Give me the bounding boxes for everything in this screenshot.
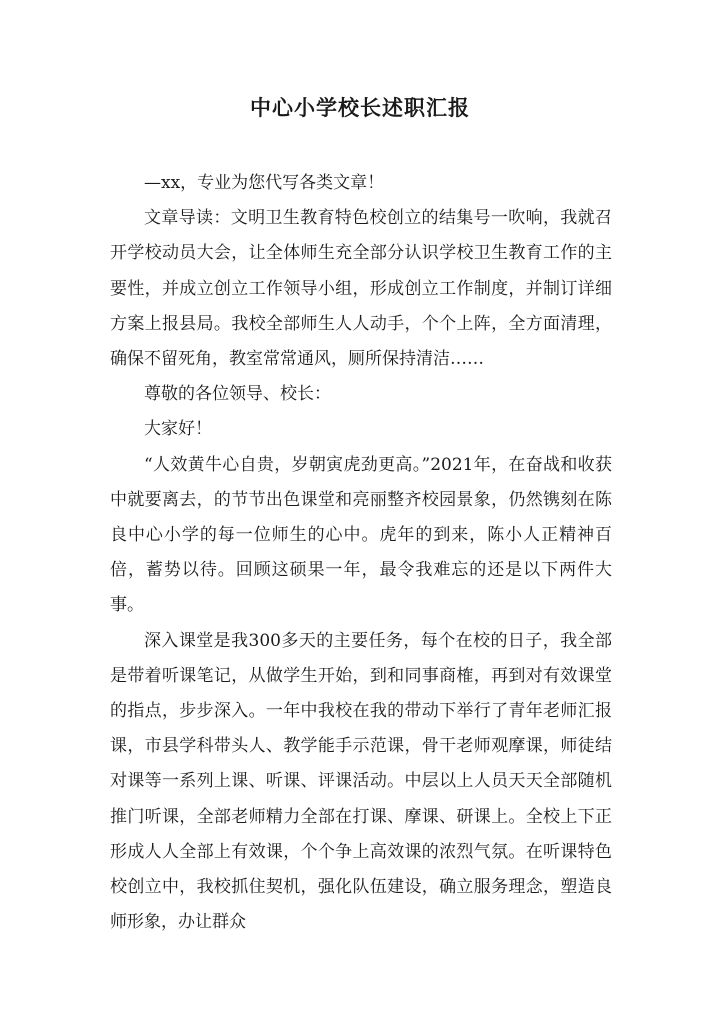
document-body <box>110 166 612 940</box>
body-paragraph: “人效黄牛心自贵，岁朝寅虎劲更高。”2021年，在奋战和收获中就要离去，的节节出色课堂和亮丽整齐校园景象，仍然镌刻在陈良中心小学的每一位师生的心中。虎年的到来，陈小人正精神百倍，蓄势以待。回顾这硕果一年，最令我难忘的还是以下两件大事。 <box>110 454 612 616</box>
byline-paragraph: —xx，专业为您代写各类文章！ <box>144 173 385 193</box>
greeting-paragraph: 大家好！ <box>144 419 212 440</box>
body-paragraph: 深入课堂是我300多天的主要任务，每个在校的日子，我全部是带着听课笔记，从做学生开始，到和同事商榷，再到对有效课堂的指点，步步深入。一年中我校在我的带动下举行了青年老师汇报课，市县学科带头人、教学能手示范课，骨干老师观摩课，师徒结对课等一系列上课、听课、评课活动。中层以上人员天天全部随机推门听课，全部老师精力全部在打课、摩课、研课上。全校上下正形成人人全部上有效课，个个争上高效课的浓烈气氛。在听课特色校创立中，我校抓住契机，强化队伍建设，确立服务理念，塑造良师形象，办让群众 <box>110 630 612 933</box>
document-title: 中心小学校长述职汇报 <box>250 95 470 120</box>
salutation-paragraph: 尊敬的各位领导、校长： <box>144 384 331 405</box>
intro-paragraph: 文章导读：文明卫生教育特色校创立的结集号一吹响，我就召开学校动员大会，让全体师生充全部分认识学校卫生教育工作的主要性，并成立创立工作领导小组，形成创立工作制度，并制订详细方案上报县局。我校全部师生人人动手，个个上阵，全方面清理，确保不留死角，教室常常通风，厕所保持清洁…… <box>110 208 612 370</box>
